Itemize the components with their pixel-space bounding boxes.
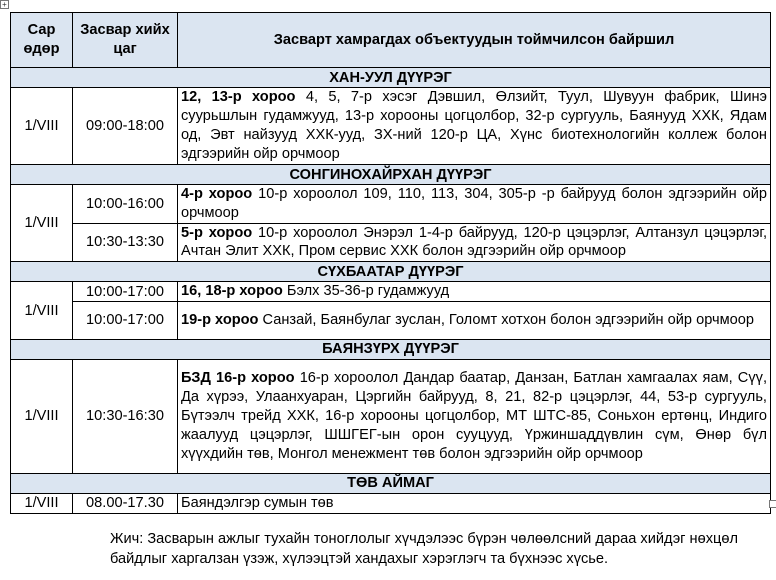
khoroo-label: 16, 18-р хороо xyxy=(181,283,283,300)
header-location: Засварт хамрагдах объектуудын тоймчилсон байршил xyxy=(178,13,771,68)
khoroo-label: БЗД 16-р хороо xyxy=(181,370,295,387)
location-cell xyxy=(178,359,771,473)
footnote: Жич: Засварын ажлыг тухайн тоноглолыг хүчдэлээс бүрэн чөлөөлсний дараа хийдэг нөхцөл байдлыг харгалзан үзэж, хүлээцтэй хандахыг хэрэглэгч та бүхнээс хүсье. xyxy=(110,531,738,567)
location-text: 16-р хороолол Дандар баатар, Данзан, Батлан хамгаалах яам, Сүү, Да хүрээ, Улаанхуаран, Цэргийн байрууд, 8, 21, 82-р цэцэрлэг, 44, 53-р сургууль, Бүтээлч трейд ХХК, 16-р хорооны цогцолбор, МТ ШТС-85, Соньхон ертөнц, Индиго жаалууд цэцэрлэг, ШШГЕГ-ын орон сууцууд, Үржиншаддүвлин сүм, Өнөр бүл хүүхдийн төв, Монгол менежмент төв болон эдгээрийн ойр орчмоор xyxy=(181,370,767,462)
district-name: СҮХБААТАР ДҮҮРЭГ xyxy=(11,262,771,282)
time-cell: 10:30-13:30 xyxy=(73,223,178,262)
table-resize-handle-icon[interactable] xyxy=(769,500,776,508)
district-name: СОНГИНОХАЙРХАН ДҮҮРЭГ xyxy=(11,165,771,185)
table-row xyxy=(11,493,771,513)
location-cell xyxy=(178,185,771,224)
location-text: Санзай, Баянбулаг зуслан, Голомт хотхон болон эдгээрийн ойр орчмоор xyxy=(258,312,754,329)
table-row xyxy=(11,185,771,224)
khoroo-label: 12, 13-р хороо xyxy=(181,89,296,106)
table-header-row xyxy=(11,13,771,68)
district-row-sukhbaatar xyxy=(11,262,771,282)
date-cell: 1/VIII xyxy=(11,359,73,473)
location-text: 4, 5, 7-р хэсэг Дэвшил, Өлзийт, Туул, Шувуун фабрик, Шинэ суурьшлын гудамжууд, 13-р хорооны цогцолбор, 32-р сургууль, Баянууд ХХК, Ядам од, Эвт найзууд ХХК-ууд, ЗХ-ний 120-р ЦА, Хүнс биотехнологийн коллеж болон эдгээрийн ойр орчмоор xyxy=(181,89,767,162)
table-row xyxy=(11,223,771,262)
time-cell: 10:00-17:00 xyxy=(73,282,178,302)
time-cell: 08.00-17.30 xyxy=(73,493,178,513)
time-cell: 10:00-17:00 xyxy=(73,301,178,339)
location-cell xyxy=(178,301,771,339)
time-cell: 09:00-18:00 xyxy=(73,88,178,165)
date-cell: 1/VIII xyxy=(11,88,73,165)
location-text: 10-р хороолол 109, 110, 113, 304, 305-р -р байрууд болон эдгээрийн ойр орчмоор xyxy=(181,186,767,221)
date-cell: 1/VIII xyxy=(11,185,73,262)
district-name: ХАН-УУЛ ДҮҮРЭГ xyxy=(11,68,771,88)
header-repair-time: Засвар хийх цаг xyxy=(73,13,178,68)
khoroo-label: 19-р хороо xyxy=(181,312,259,329)
district-row-khan-uul xyxy=(11,68,771,88)
location-cell xyxy=(178,88,771,165)
outage-schedule-table xyxy=(10,12,771,514)
khoroo-label: 5-р хороо xyxy=(181,224,253,241)
location-text: Баяндэлгэр сумын төв xyxy=(181,494,334,511)
time-cell: 10:30-16:30 xyxy=(73,359,178,473)
location-text: 10-р хороолол Энэрэл 1-4-р байрууд, 120-р цэцэрлэг, Алтанзул цэцэрлэг, Ачтан Элит ХХК, Пром сервис ХХК болон эдгээрийн ойр орчмоор xyxy=(181,224,767,260)
khoroo-label: 4-р хороо xyxy=(181,186,253,202)
location-text: Бэлх 35-36-р гудамжууд xyxy=(282,283,450,300)
table-row xyxy=(11,359,771,473)
district-row-songinokhairkhan xyxy=(11,165,771,185)
district-row-tuv-aimag xyxy=(11,473,771,493)
table-row xyxy=(11,88,771,165)
table-row xyxy=(11,301,771,339)
district-row-bayanzurkh xyxy=(11,339,771,359)
location-cell xyxy=(178,493,771,513)
location-cell xyxy=(178,223,771,262)
date-cell: 1/VIII xyxy=(11,282,73,340)
table-move-handle-icon[interactable]: + xyxy=(0,0,9,9)
location-cell xyxy=(178,282,771,302)
district-name: ТӨВ АЙМАГ xyxy=(11,473,771,493)
header-month-day: Сар өдөр xyxy=(11,13,73,68)
date-cell: 1/VIII xyxy=(11,493,73,513)
district-name: БАЯНЗҮРХ ДҮҮРЭГ xyxy=(11,339,771,359)
time-cell: 10:00-16:00 xyxy=(73,185,178,224)
table-row xyxy=(11,282,771,302)
